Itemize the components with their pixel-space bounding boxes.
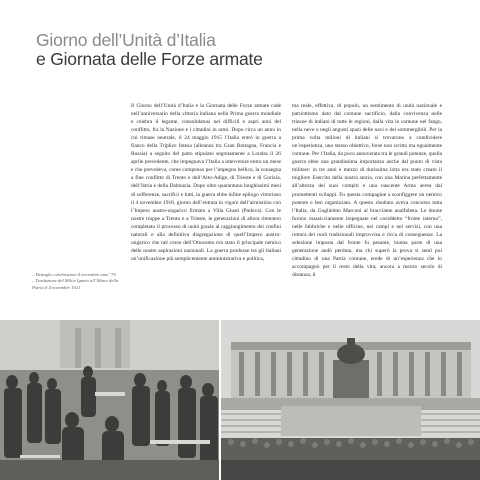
photo-altare-della-patria (221, 320, 480, 480)
photo-caption (32, 272, 124, 291)
caption-line-2: – Traslazione del Milite Ignoto all’Altare della Patria il 4 novembre 1921 (32, 278, 119, 290)
page-title-line-1: Giorno dell’Unità d’Italia (36, 30, 216, 50)
page-title-line-2: e Giornata delle Forze armate (36, 49, 263, 69)
caption-line-1: – Dettaglio celebrazioni 4 novembre anni ’70 (32, 272, 116, 277)
photo-ceremony-crowd (0, 320, 219, 480)
body-text-column-2: ma reale, effettiva, di popolo, un sentimento di unità nazionale e patriottismo dato dal comune sacrificio, dalla convivenza nelle trincee di italiani di tutte le regioni, dalla vita in comune nel fango, nella neve o negli angusti spazi delle navi e dei sommergibili. Per la prima volta milioni di italiani si trovarono a condividere un’esperienza, uno stesso obiettivo, forse non scritto ma egualmente comune. Per l’Italia, da poco annoverata tra le grandi potenze, quella guerra ebbe una grandissima importanza anche dal punto di vista militare: in tre anni e mezzo di durissima lotta era stato creato il migliore Esercito della nostra storia, con una Marina perfettamente all’altezza dei suoi compiti e una nascente Arma aerea dai promettenti sviluppi. Fu questa compagine a sconfiggere un nemico potente e ben organizzato. A questo risultato aveva concorso tutta l’Italia, da Guglielmo Marconi al bracciante analfabeta. Le donne furono massicciamente impegnate nel cosiddetto “fronte interno”, nelle fabbriche e nelle officine, nei campi e nei servizi, con una rottura dei ruoli tradizionali improvvisa e ricca di conseguenze. La selezione imposta dal fronte fu pesante, buona parte di una generazione andò perduta, ma chi superò la prova si sentì poi cittadino di una Patria comune, erede di un’esperienza che lo accompagnò per il resto della vita; ancora a mezzo secolo di distanza, il (292, 103, 442, 278)
body-text-column-1: Il Giorno dell’Unità d’Italia e la Giornata delle Forze armate cade nell’anniversario della vittoria italiana nella Prima guerra mondiale e celebra il legame, consolidatosi nei difficili e aspri anni del conflitto, fra la Nazione e i cittadini in armi. Dopo circa un anno in cui rimase neutrale, il 24 maggio 1915 l’Italia entrò in guerra a fianco della Triplice Intesa (alleanza tra Gran Bretagna, Francia e Russia) a seguito del patto stipulato segretamente a Londra il 26 aprile precedente, che impegnava l’Italia a intervenire entro un mese e che prevedeva, come compenso per l’impegno bellico, la consegna a fine conflitto di Trento e dell’Alto-Adige, di Trieste e di Gorizia, dell’Istria e della Dalmazia. Dopo oltre quarantuno lunghissimi mesi di sofferenze, sacrifici e lutti, la guerra ebbe infine epilogo vittorioso il 4 novembre 1918, giorno dell’entrata in vigore dell’armistizio con l’Impero austro-ungarico firmato a Villa Giusti (Padova). Con le nostre truppe a Trento e a Trieste, le generazioni di allora ritennero completato il processo di unità grazie al raggiungimento dei confini naturali e alla definitiva disgregazione di quell’Impero austro-ungarico che nel corso dell’Ottocento era stato il principale nemico delle nostre aspirazioni nazionali. La guerra produsse tra gli italiani un’unificazione più semplicemente amministrativa e politica, (131, 103, 281, 262)
